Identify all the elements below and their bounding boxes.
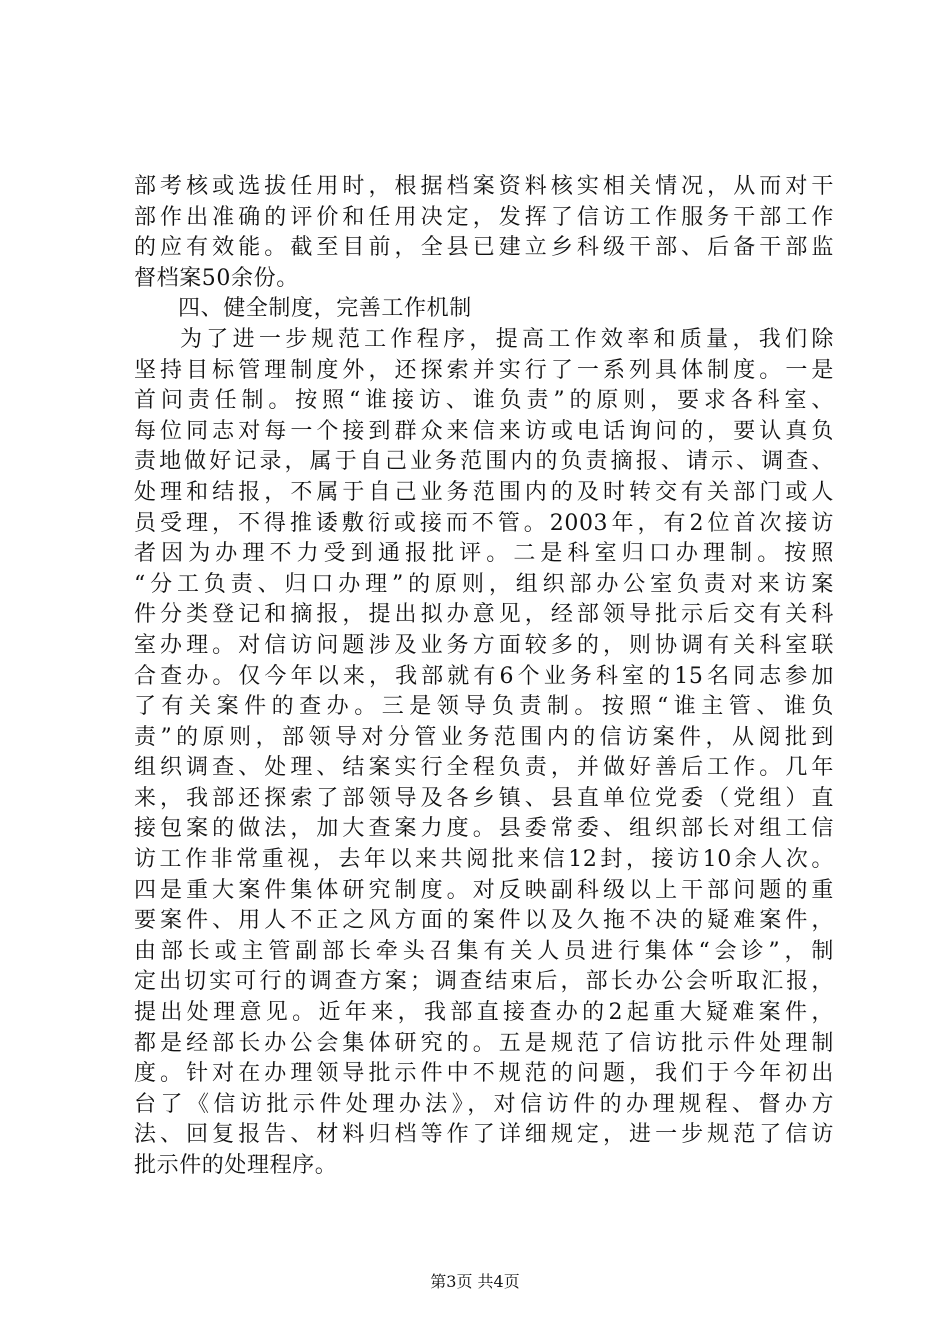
text-line: 了有关案件的查办。三是领导负责制。按照“谁主管、谁负: [134, 694, 834, 720]
text-line: 访工作非常重视，去年以来共阅批来信12封，接访10余人次。: [134, 847, 834, 873]
text-line: 坚持目标管理制度外，还探索并实行了一系列具体制度。一是: [134, 357, 834, 383]
text-line: 处理和结报，不属于自己业务范围内的及时转交有关部门或人: [134, 479, 834, 505]
text-line: 四是重大案件集体研究制度。对反映副科级以上干部问题的重: [134, 877, 834, 903]
text-line: 组织调查、处理、结案实行全程负责，并做好善后工作。几年: [134, 755, 834, 781]
text-line: 批示件的处理程序。: [134, 1153, 338, 1178]
text-line: 台了《信访批示件处理办法》，对信访件的办理规程、督办方: [134, 1091, 834, 1117]
text-line: 每位同志对每一个接到群众来信来访或电话询问的，要认真负: [134, 418, 834, 444]
text-line: 合查办。仅今年以来，我部就有6个业务科室的15名同志参加: [134, 663, 834, 689]
body-text: [134, 172, 834, 1182]
page-number-footer: 第3页 共4页: [430, 1272, 520, 1291]
text-line: 接包案的做法，加大查案力度。县委常委、组织部长对组工信: [134, 816, 834, 842]
text-line: 责地做好记录，属于自己业务范围内的负责摘报、请示、调查、: [134, 449, 834, 475]
text-line: 由部长或主管副部长牵头召集有关人员进行集体“会诊”，制: [134, 938, 834, 964]
text-line: 的应有效能。截至目前，全县已建立乡科级干部、后备干部监: [134, 235, 834, 261]
text-line: 员受理，不得推诿敷衍或接而不管。2003年，有2位首次接访: [134, 510, 834, 536]
text-line: 都是经部长办公会集体研究的。五是规范了信访批示件处理制: [134, 1030, 834, 1056]
text-line: 为了进一步规范工作程序，提高工作效率和质量，我们除: [180, 326, 834, 352]
text-line: “分工负责、归口办理”的原则，组织部办公室负责对来访案: [134, 571, 834, 597]
text-line: 责”的原则，部领导对分管业务范围内的信访案件，从阅批到: [134, 724, 834, 750]
text-line: 首问责任制。按照“谁接访、谁负责”的原则，要求各科室、: [134, 388, 834, 414]
text-line: 部作出准确的评价和任用决定，发挥了信访工作服务干部工作: [134, 204, 834, 230]
text-line: 督档案50余份。: [134, 265, 299, 291]
text-line: 室办理。对信访问题涉及业务方面较多的，则协调有关科室联: [134, 632, 834, 658]
text-line: 者因为办理不力受到通报批评。二是科室归口办理制。按照: [134, 541, 834, 567]
text-line: 法、回复报告、材料归档等作了详细规定，进一步规范了信访: [134, 1122, 834, 1148]
text-line: 部考核或选拔任用时，根据档案资料核实相关情况，从而对干: [134, 174, 834, 199]
text-line: 要案件、用人不正之风方面的案件以及久拖不决的疑难案件，: [134, 908, 834, 934]
text-line: 度。针对在办理领导批示件中不规范的问题，我们于今年初出: [134, 1061, 834, 1087]
text-line: 定出切实可行的调查方案；调查结束后，部长办公会听取汇报，: [134, 969, 834, 995]
section-heading: 四、健全制度，完善工作机制: [178, 296, 472, 322]
text-line: 提出处理意见。近年来，我部直接查办的2起重大疑难案件，: [134, 1000, 834, 1026]
text-line: 来，我部还探索了部领导及各乡镇、县直单位党委（党组）直: [134, 785, 834, 811]
text-line: 件分类登记和摘报，提出拟办意见，经部领导批示后交有关科: [134, 602, 834, 628]
